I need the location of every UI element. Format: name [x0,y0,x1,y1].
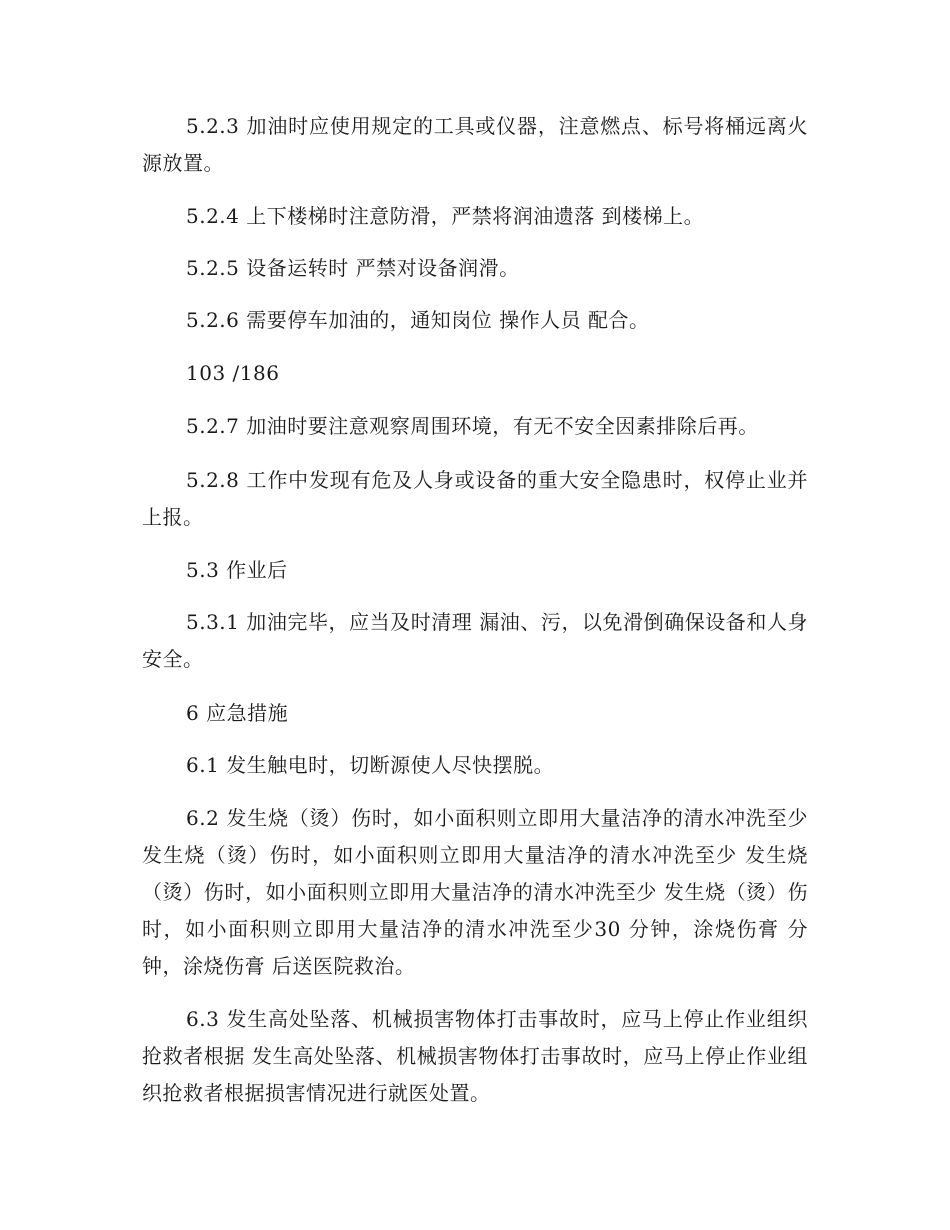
paragraph-5-3-1: 5.3.1 加油完毕，应当及时清理 漏油、污，以免滑倒确保设备和人身安全。 [142,610,808,671]
paragraph-5-2-5: 5.2.5 设备运转时 严禁对设备润滑。 [186,256,520,280]
paragraph-5-2-4: 5.2.4 上下楼梯时注意防滑，严禁将润油遗落 到楼梯上。 [186,204,705,228]
paragraph-5-2-7: 5.2.7 加油时要注意观察周围环境，有无不安全因素排除后再。 [186,414,759,438]
paragraph-6-1: 6.1 发生触电时，切断源使人尽快摆脱。 [186,753,555,777]
page-number: 103 /186 [186,361,280,385]
section-heading-6: 6 应急措施 [186,701,289,725]
section-heading-5-3: 5.3 作业后 [186,558,288,582]
paragraph-5-2-3: 5.2.3 加油时应使用规定的工具或仪器，注意燃点、标号将桶远离火源放置。 [142,114,808,175]
paragraph-5-2-8: 5.2.8 工作中发现有危及人身或设备的重大安全隐患时，权停止业并上报。 [142,468,808,529]
paragraph-6-2: 6.2 发生烧（烫）伤时，如小面积则立即用大量洁净的清水冲洗至少 发生烧（烫）伤时，如小面积则立即用大量洁净的清水冲洗至少 发生烧（烫）伤时，如小面积则立即用大量洁净的清水冲洗至少 发生烧（烫）伤时，如小面积则立即用大量洁净的清水冲洗至少30 分钟，涂烧伤膏 分钟，涂烧伤膏 后送医院救治。 [142,806,808,978]
paragraph-5-2-6: 5.2.6 需要停车加油的，通知岗位 操作人员 配合。 [186,308,650,332]
paragraph-6-3: 6.3 发生高处坠落、机械损害物体打击事故时，应马上停止作业组织抢救者根据 发生高处坠落、机械损害物体打击事故时，应马上停止作业组织抢救者根据损害情况进行就医处置。 [142,1007,808,1105]
